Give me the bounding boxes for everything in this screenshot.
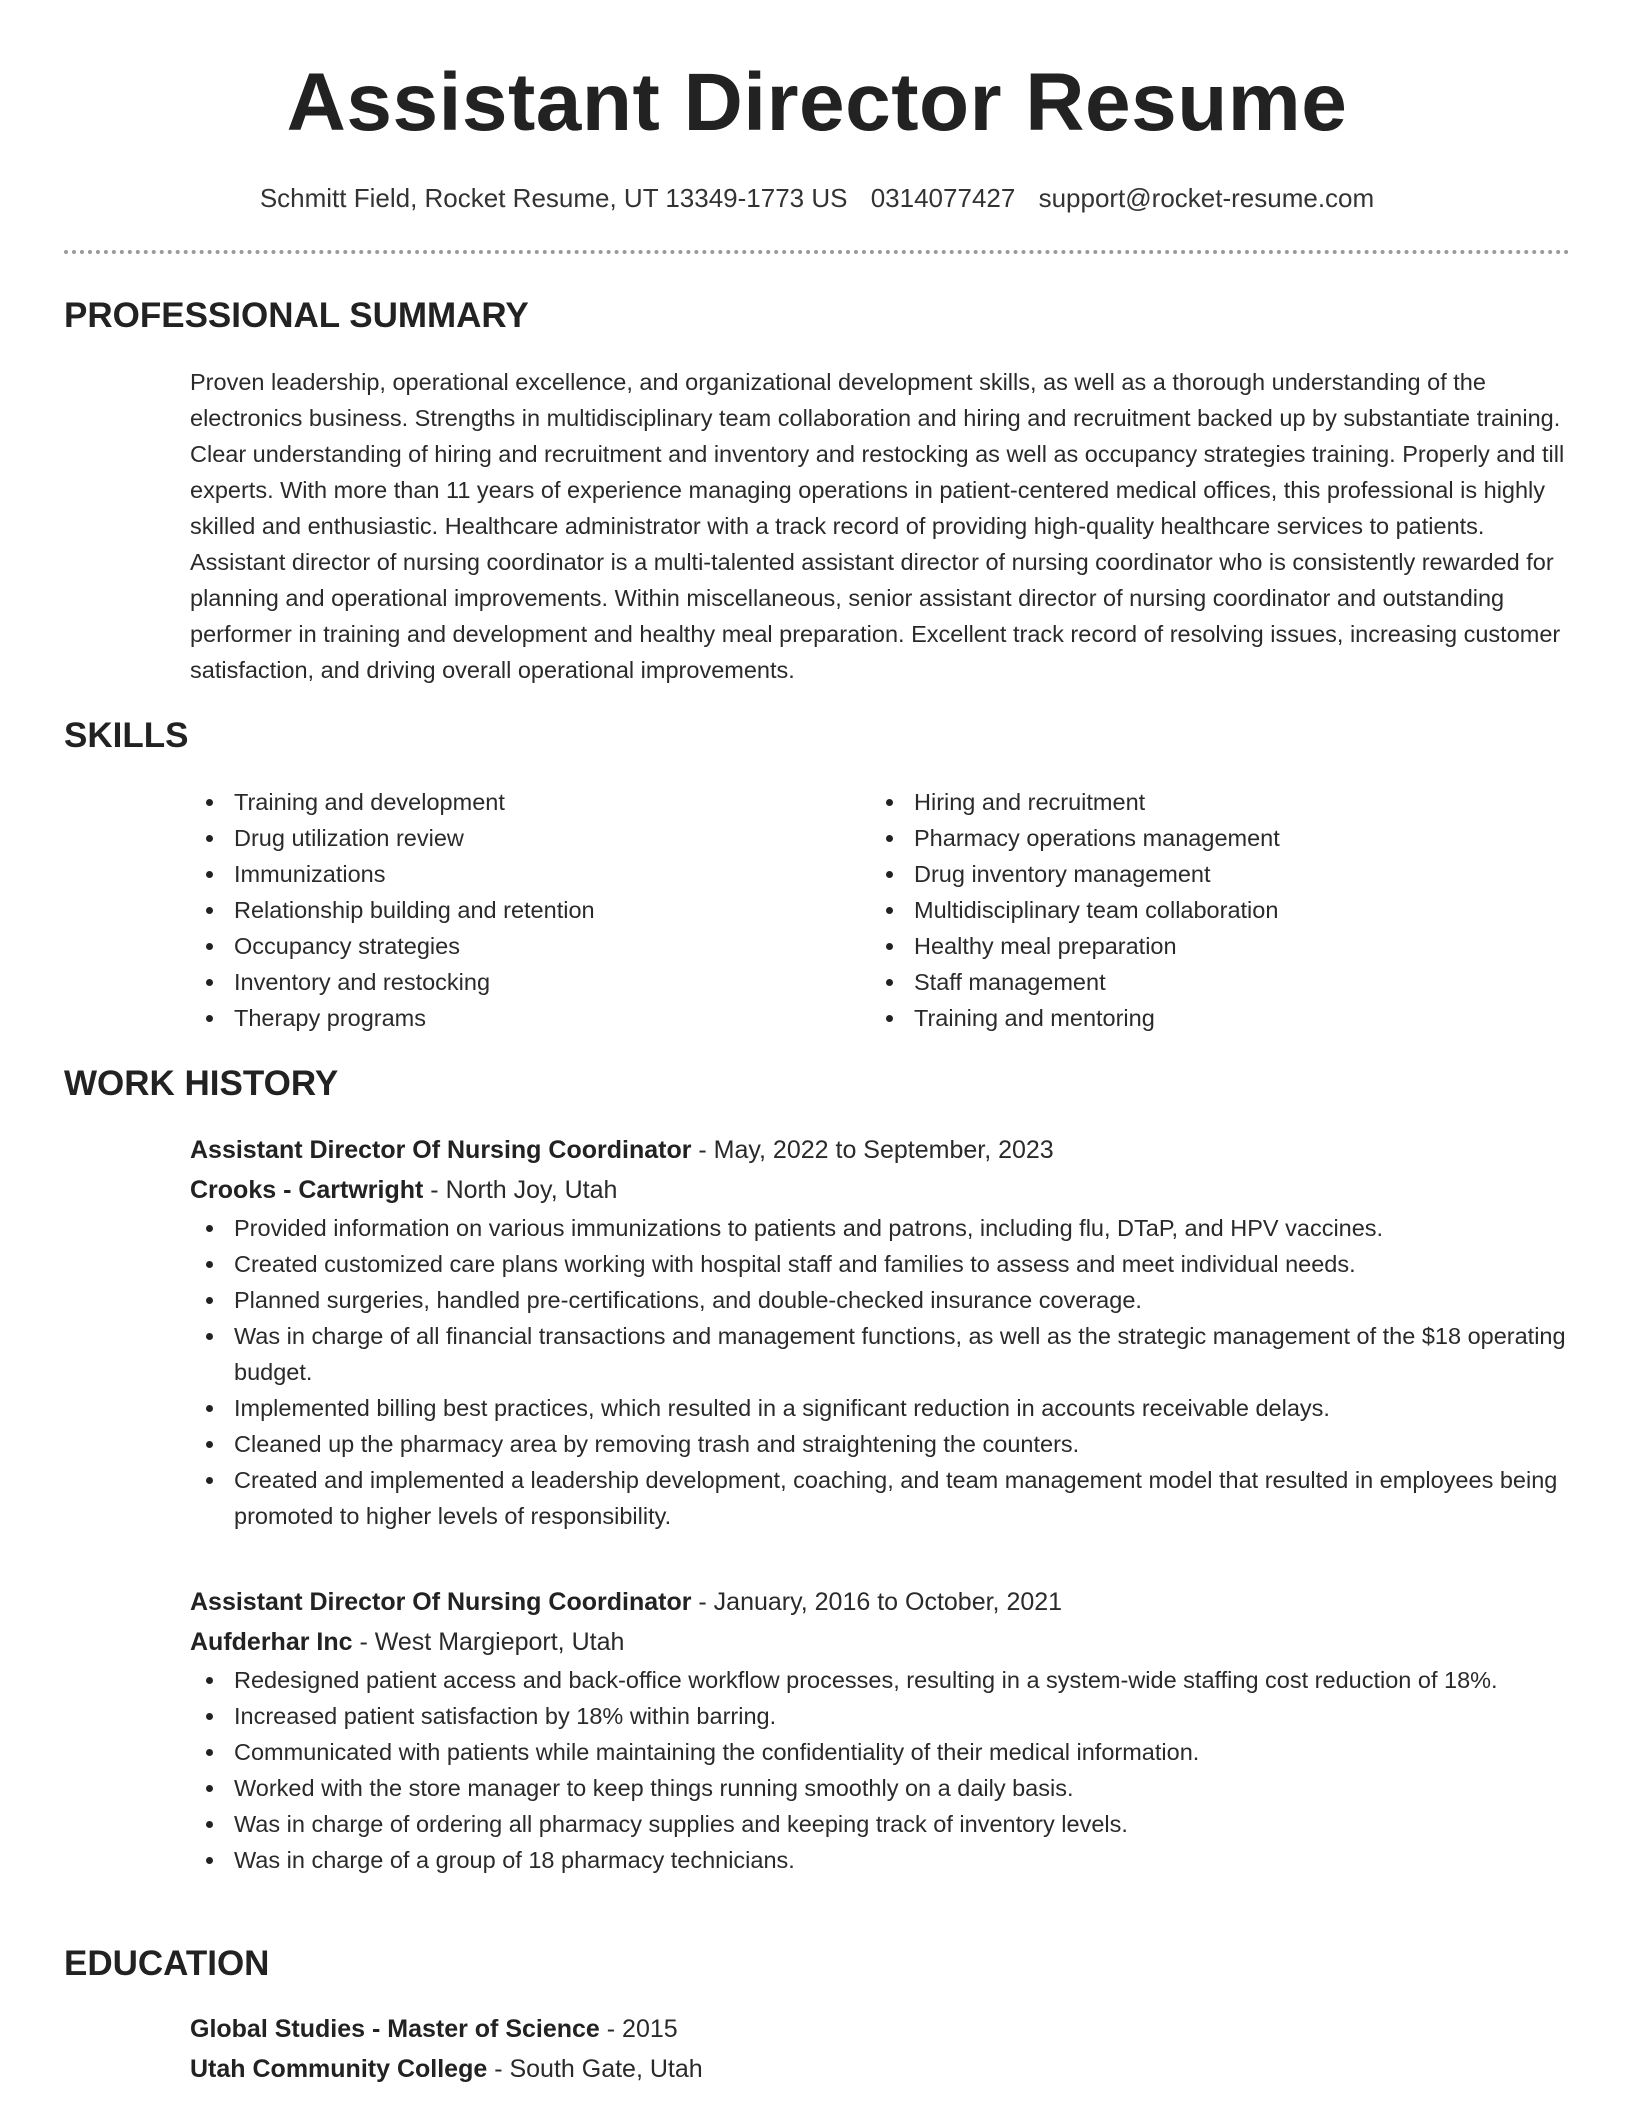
job-bullet: Was in charge of all financial transactions and management functions, as well as the strategic management of the $18 operating budget. (190, 1318, 1570, 1390)
job-entry (190, 1582, 1570, 1878)
skill-item: Pharmacy operations management (870, 820, 1570, 856)
skills-heading: SKILLS (64, 716, 189, 755)
job-company-line (190, 1170, 1570, 1210)
job-company-line (190, 1622, 1570, 1662)
education-entry (190, 2009, 1570, 2089)
job-bullet: Cleaned up the pharmacy area by removing trash and straightening the counters. (190, 1426, 1570, 1462)
job-entry (190, 1130, 1570, 1534)
summary-section (190, 364, 1570, 688)
skill-item: Staff management (870, 964, 1570, 1000)
skill-item: Hiring and recruitment (870, 784, 1570, 820)
summary-text: Proven leadership, operational excellence, and organizational development skills, as well as a thorough understanding of the electronics business. Strengths in multidisciplinary team collaboration and hiring and recruitment backed up by substantiate training. Clear understanding of hiring and recruitment and inventory and restocking as well as occupancy strategies training. Properly and till experts. With more than 11 years of experience managing operations in patient-centered medical offices, this professional is highly skilled and enthusiastic. Healthcare administrator with a track record of providing high-quality healthcare services to patients. Assistant director of nursing coordinator is a multi-talented assistant director of nursing coordinator who is consistently rewarded for planning and operational improvements. Within miscellaneous, senior assistant director of nursing coordinator and outstanding performer in training and development and healthy meal preparation. Excellent track record of resolving issues, increasing customer satisfaction, and driving overall operational improvements. (190, 369, 1565, 683)
job-bullet: Implemented billing best practices, which resulted in a significant reduction in accounts receivable delays. (190, 1390, 1570, 1426)
education-location: - South Gate, Utah (487, 2055, 703, 2083)
job-bullet: Redesigned patient access and back-office workflow processes, resulting in a system-wide staffing cost reduction of 18%. (190, 1662, 1570, 1698)
skills-list-left (190, 784, 850, 1036)
job-bullets (190, 1210, 1570, 1534)
job-bullet: Provided information on various immunizations to patients and patrons, including flu, DTaP, and HPV vaccines. (190, 1210, 1570, 1246)
job-dates: - May, 2022 to September, 2023 (691, 1136, 1054, 1164)
work-heading: WORK HISTORY (64, 1064, 339, 1103)
education-degree-line (190, 2009, 1570, 2049)
skill-item: Occupancy strategies (190, 928, 850, 964)
education-heading: EDUCATION (64, 1944, 270, 1983)
contact-line (64, 183, 1570, 214)
skill-item: Multidisciplinary team collaboration (870, 892, 1570, 928)
job-bullet: Created customized care plans working with hospital staff and families to assess and meet individual needs. (190, 1246, 1570, 1282)
job-bullet: Created and implemented a leadership development, coaching, and team management model that resulted in employees being promoted to higher levels of responsibility. (190, 1462, 1570, 1534)
contact-email: support@rocket-resume.com (1038, 183, 1375, 213)
job-dates: - January, 2016 to October, 2021 (691, 1588, 1063, 1616)
skill-item: Healthy meal preparation (870, 928, 1570, 964)
education-degree: Global Studies - Master of Science (190, 2015, 600, 2043)
job-company: Aufderhar Inc (190, 1628, 353, 1656)
skill-item: Training and mentoring (870, 1000, 1570, 1036)
summary-heading: PROFESSIONAL SUMMARY (64, 296, 529, 335)
job-title: Assistant Director Of Nursing Coordinator (190, 1588, 692, 1616)
skill-item: Training and development (190, 784, 850, 820)
skill-item: Drug utilization review (190, 820, 850, 856)
job-title-line (190, 1582, 1570, 1622)
job-bullet: Worked with the store manager to keep things running smoothly on a daily basis. (190, 1770, 1570, 1806)
contact-phone: 0314077427 (870, 183, 1016, 213)
education-school-line (190, 2049, 1570, 2089)
job-company: Crooks - Cartwright (190, 1176, 424, 1204)
skill-item: Relationship building and retention (190, 892, 850, 928)
education-school: Utah Community College (190, 2055, 488, 2083)
job-title: Assistant Director Of Nursing Coordinator (190, 1136, 692, 1164)
skill-item: Immunizations (190, 856, 850, 892)
job-bullets (190, 1662, 1570, 1878)
job-bullet: Was in charge of a group of 18 pharmacy technicians. (190, 1842, 1570, 1878)
skill-item: Drug inventory management (870, 856, 1570, 892)
job-bullet: Increased patient satisfaction by 18% within barring. (190, 1698, 1570, 1734)
skill-item: Therapy programs (190, 1000, 850, 1036)
job-title-line (190, 1130, 1570, 1170)
page-title: Assistant Director Resume (286, 57, 1348, 148)
job-location: - North Joy, Utah (423, 1176, 618, 1204)
job-location: - West Margieport, Utah (352, 1628, 625, 1656)
job-bullet: Communicated with patients while maintaining the confidentiality of their medical information. (190, 1734, 1570, 1770)
skills-list-right (870, 784, 1570, 1036)
skill-item: Inventory and restocking (190, 964, 850, 1000)
job-bullet: Planned surgeries, handled pre-certifications, and double-checked insurance coverage. (190, 1282, 1570, 1318)
contact-address: Schmitt Field, Rocket Resume, UT 13349-1773 US (259, 183, 848, 213)
education-year: - 2015 (599, 2015, 678, 2043)
job-bullet: Was in charge of ordering all pharmacy supplies and keeping track of inventory levels. (190, 1806, 1570, 1842)
header-divider (64, 250, 1570, 254)
